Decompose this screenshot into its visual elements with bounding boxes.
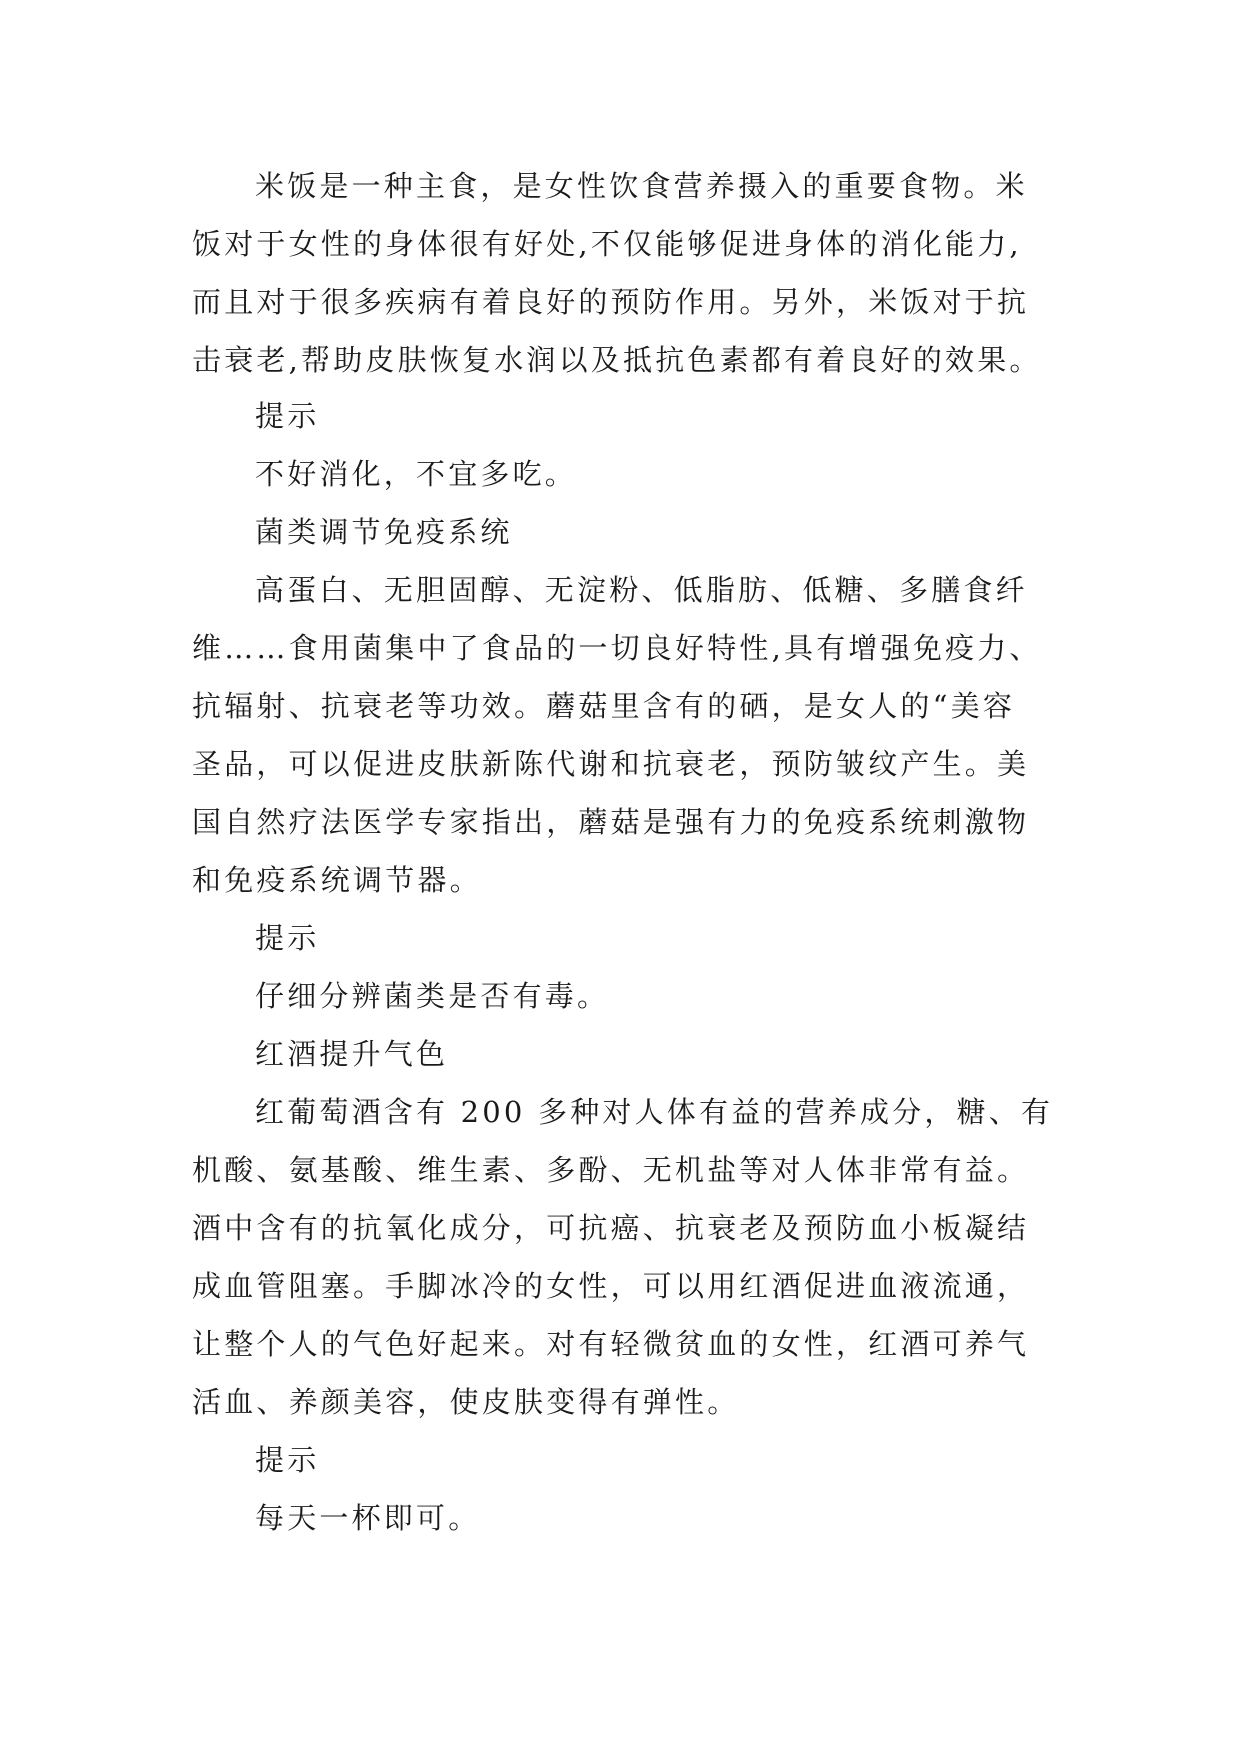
paragraph-wine-line-5: 让整个人的气色好起来。对有轻微贫血的女性，红酒可养气 — [192, 1327, 1030, 1361]
paragraph-mushroom-line-5: 国自然疗法医学专家指出，蘑菇是强有力的免疫系统刺激物 — [192, 805, 1030, 839]
paragraph-wine-line-3: 酒中含有的抗氧化成分，可抗癌、抗衰老及预防血小板凝结 — [192, 1211, 1030, 1245]
paragraph-rice-line-3: 而且对于很多疾病有着良好的预防作用。另外，米饭对于抗 — [192, 285, 1030, 319]
section-heading-wine: 红酒提升气色 — [255, 1037, 449, 1071]
paragraph-wine-line-1: 红葡萄酒含有 200 多种对人体有益的营养成分，糖、有 — [255, 1095, 1054, 1129]
paragraph-mushroom-line-1: 高蛋白、无胆固醇、无淀粉、低脂肪、低糖、多膳食纤 — [255, 573, 1028, 607]
tip-text-2: 仔细分辨菌类是否有毒。 — [255, 979, 610, 1013]
paragraph-mushroom-line-2: 维……食用菌集中了食品的一切良好特性,具有增强免疫力、 — [192, 631, 1042, 665]
tip-text-3: 每天一杯即可。 — [255, 1501, 481, 1535]
paragraph-rice-line-4: 击衰老,帮助皮肤恢复水润以及抵抗色素都有着良好的效果。 — [192, 343, 1042, 377]
paragraph-mushroom-line-3: 抗辐射、抗衰老等功效。蘑菇里含有的硒，是女人的“美容 — [192, 689, 1016, 723]
paragraph-rice-line-1: 米饭是一种主食，是女性饮食营养摄入的重要食物。米 — [255, 169, 1028, 203]
tip-heading-2: 提示 — [255, 921, 320, 955]
paragraph-mushroom-line-4: 圣品，可以促进皮肤新陈代谢和抗衰老，预防皱纹产生。美 — [192, 747, 1030, 781]
tip-heading-1: 提示 — [255, 399, 320, 433]
paragraph-wine-line-6: 活血、养颜美容，使皮肤变得有弹性。 — [192, 1385, 740, 1419]
paragraph-rice-line-2: 饭对于女性的身体很有好处,不仅能够促进身体的消化能力, — [192, 227, 1022, 261]
paragraph-wine-line-2: 机酸、氨基酸、维生素、多酚、无机盐等对人体非常有益。 — [192, 1153, 1030, 1187]
tip-text-1: 不好消化，不宜多吃。 — [255, 457, 578, 491]
section-heading-mushroom: 菌类调节免疫系统 — [255, 515, 513, 549]
tip-heading-3: 提示 — [255, 1443, 320, 1477]
paragraph-mushroom-line-6: 和免疫系统调节器。 — [192, 863, 482, 897]
paragraph-wine-line-4: 成血管阻塞。手脚冰冷的女性，可以用红酒促进血液流通， — [192, 1269, 1030, 1303]
